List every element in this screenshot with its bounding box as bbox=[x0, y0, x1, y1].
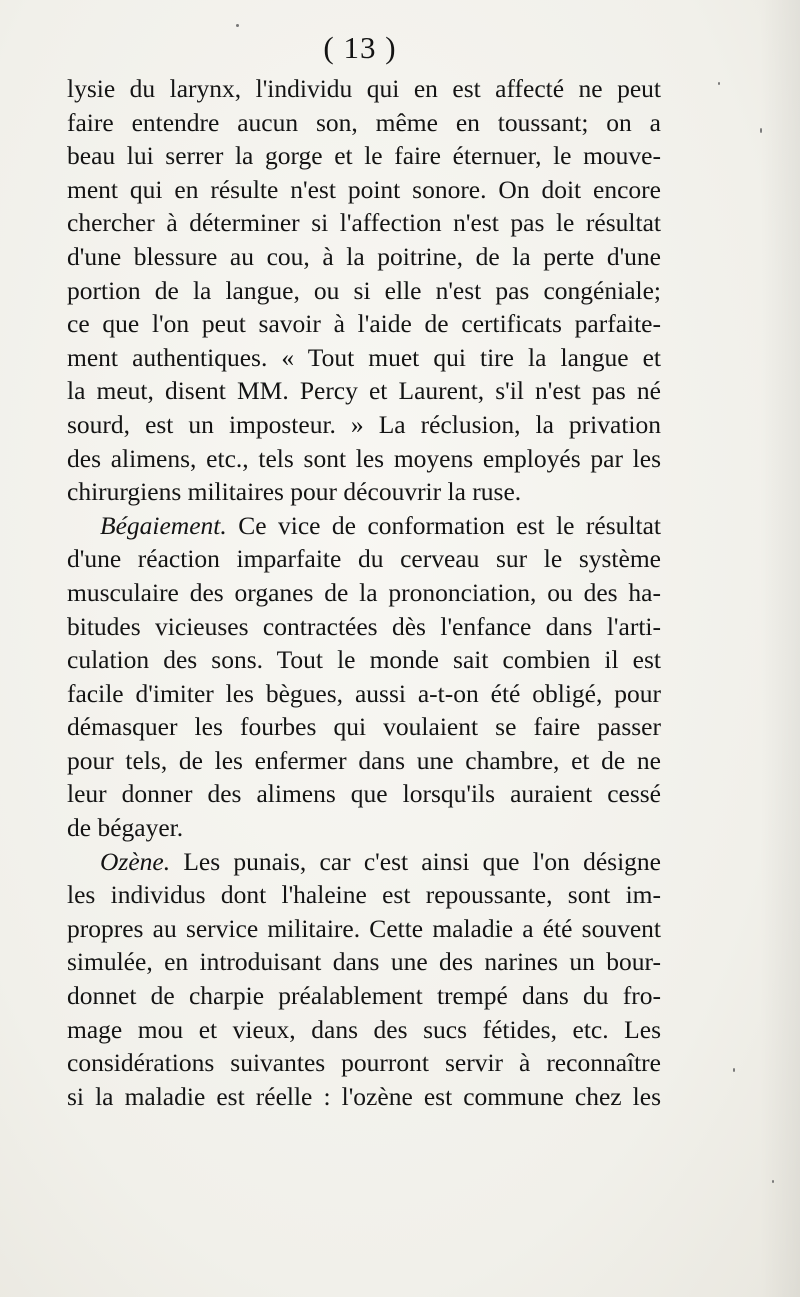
text-line bbox=[67, 206, 661, 240]
text-line bbox=[67, 710, 661, 744]
text-line bbox=[67, 912, 661, 946]
line-text: si la maladie est réelle : l'ozène est commune chez les bbox=[67, 1081, 661, 1111]
text-line bbox=[67, 643, 661, 677]
body-text bbox=[67, 72, 661, 1113]
line-text: chirurgiens militaires pour découvrir la ruse. bbox=[67, 477, 522, 507]
line-text: musculaire des organes de la prononciation, ou des ha- bbox=[67, 577, 661, 607]
line-text: donnet de charpie préalablement trempé dans du fro- bbox=[67, 981, 661, 1011]
text-line bbox=[67, 475, 661, 509]
paper-speck bbox=[236, 24, 239, 27]
text-line bbox=[67, 106, 661, 140]
paper-speck bbox=[718, 82, 720, 85]
line-text: propres au service militaire. Cette maladie a été souvent bbox=[67, 913, 661, 943]
text-line bbox=[67, 878, 661, 912]
line-text: culation des sons. Tout le monde sait combien il est bbox=[67, 645, 661, 675]
line-text: d'une blessure au cou, à la poitrine, de la perte d'une bbox=[67, 241, 661, 271]
text-line bbox=[67, 240, 661, 274]
line-text: des alimens, etc., tels sont les moyens employés par les bbox=[67, 443, 661, 473]
text-line bbox=[67, 139, 661, 173]
text-line bbox=[67, 677, 661, 711]
section-heading: Bégaiement. bbox=[100, 510, 227, 540]
text-line bbox=[67, 173, 661, 207]
text-line bbox=[67, 274, 661, 308]
line-text: démasquer les fourbes qui voulaient se faire passer bbox=[67, 712, 661, 742]
line-text: d'une réaction imparfaite du cerveau sur le système bbox=[67, 544, 661, 574]
text-line bbox=[67, 509, 661, 543]
line-text: considérations suivantes pourront servir à reconnaître bbox=[67, 1048, 661, 1078]
line-text: simulée, en introduisant dans une des narines un bour- bbox=[67, 947, 661, 977]
text-line bbox=[67, 1046, 661, 1080]
text-line bbox=[67, 744, 661, 778]
text-line bbox=[67, 307, 661, 341]
paper-speck bbox=[772, 1180, 774, 1183]
text-line bbox=[67, 542, 661, 576]
line-text: les individus dont l'haleine est repoussante, sont im- bbox=[67, 880, 661, 910]
line-text: de bégayer. bbox=[67, 813, 184, 843]
line-text: faire entendre aucun son, même en toussant; on a bbox=[67, 107, 661, 137]
line-text: bitudes vicieuses contractées dès l'enfance dans l'arti- bbox=[67, 611, 661, 641]
line-text: portion de la langue, ou si elle n'est pas congéniale; bbox=[67, 275, 661, 305]
line-text: Les punais, car c'est ainsi que l'on désigne bbox=[170, 846, 661, 876]
page-number: ( 13 ) bbox=[323, 30, 397, 65]
text-line bbox=[67, 811, 661, 845]
line-text: pour tels, de les enfermer dans une chambre, et de ne bbox=[67, 745, 661, 775]
line-text: lysie du larynx, l'individu qui en est affecté ne peut bbox=[67, 74, 661, 103]
page-edge-shadow bbox=[760, 0, 800, 1297]
paper-speck bbox=[760, 128, 762, 133]
line-text: ment authentiques. « Tout muet qui tire la langue et bbox=[67, 342, 661, 372]
line-text: leur donner des alimens que lorsqu'ils auraient cessé bbox=[67, 779, 661, 809]
line-text: la meut, disent MM. Percy et Laurent, s'il n'est pas né bbox=[67, 376, 661, 406]
line-text: sourd, est un imposteur. » La réclusion, la privation bbox=[67, 409, 661, 439]
text-line bbox=[67, 442, 661, 476]
line-text: ment qui en résulte n'est point sonore. On doit encore bbox=[67, 174, 661, 204]
text-line bbox=[67, 374, 661, 408]
line-text: facile d'imiter les bègues, aussi a-t-on été obligé, pour bbox=[67, 678, 661, 708]
text-line bbox=[67, 979, 661, 1013]
text-line bbox=[67, 845, 661, 879]
line-text: beau lui serrer la gorge et le faire éternuer, le mouve- bbox=[67, 141, 661, 171]
section-heading: Ozène. bbox=[100, 846, 171, 876]
text-line bbox=[67, 341, 661, 375]
text-line bbox=[67, 72, 661, 106]
text-line bbox=[67, 408, 661, 442]
text-line bbox=[67, 1080, 661, 1114]
text-line bbox=[67, 945, 661, 979]
line-text: chercher à déterminer si l'affection n'est pas le résultat bbox=[67, 208, 661, 238]
line-text: mage mou et vieux, dans des sucs fétides, etc. Les bbox=[67, 1014, 661, 1044]
line-text: Ce vice de conformation est le résultat bbox=[226, 510, 661, 540]
text-line bbox=[67, 610, 661, 644]
line-text: ce que l'on peut savoir à l'aide de certificats parfaite- bbox=[67, 309, 661, 339]
text-line bbox=[67, 777, 661, 811]
text-line bbox=[67, 576, 661, 610]
text-line bbox=[67, 1013, 661, 1047]
paper-speck bbox=[733, 1068, 735, 1072]
